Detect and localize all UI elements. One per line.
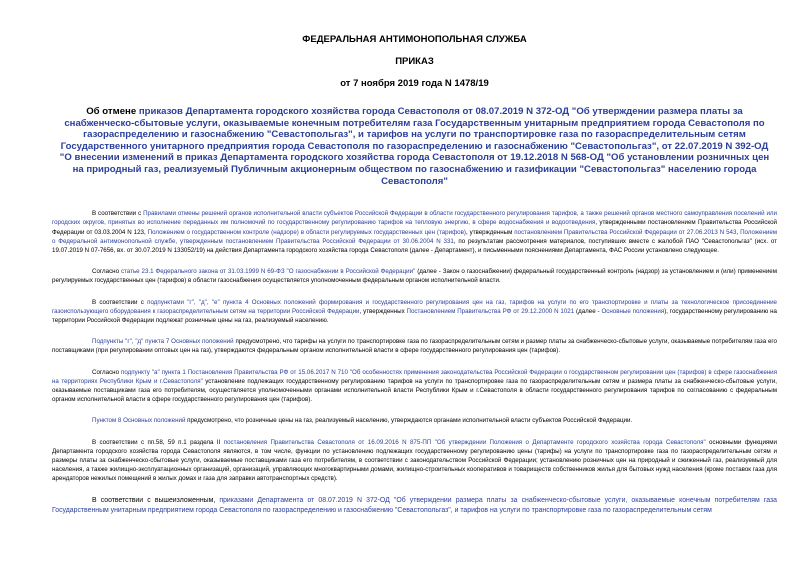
paragraph: В соответствии с пп.58, 59 п.1 раздела II постановления Правительства Севастополя от 16.09.2016 N 875-ПП "Об утверждении Положения о Департаменте городского хозяйства города Севастополя" основными функциями Департамента городского хозяйства города Севастополя являются, в том числе, функции по установлению подлежащих государственному регулированию цены (тарифы) на услуги по транспортировке газа по газораспределительным сетям и размеры платы за снабженческо-сбытовые услуги, оказываемые поставщиками газа его потребителям, в соответствии с законодательством Российской Федерации; установлению розничных цен на природный и сжиженный газ, реализуемый для населения, а также жилищно-эксплуатационных организаций, организаций, управляющих многоквартирными домами, жилищно-строительных кооперативов и товариществ собственников жилья для бытовых нужд населения (кроме поставок газа для арендаторов нежилых помещений в жилых домах и газа для заправки автотранспортных средств).	[52, 438, 777, 483]
paragraph: Пунктом 8 Основных положений предусмотрено, что розничные цены на газ, реализуемый населению, утверждаются органами исполнительной власти субъектов Российской Федерации.	[92, 417, 633, 425]
resolution-875-link[interactable]: постановления Правительства Севастополя от 16.09.2016 N 875-ПП "Об утверждении Положения о Департаменте городского хозяйства города Севастополя"	[223, 438, 706, 446]
orders-link[interactable]: приказами Департамента от 08.07.2019 N 372-ОД "Об утверждении размера платы за снабженческо-сбытовые услуги, оказываемые конечным потребителям газа Государственным унитарным предприятием города Севастополя по газораспределению и газоснабжению "Севастопольгаз", и тарифов на услуги по транспортировке газа по газораспределительным сетям	[52, 496, 778, 515]
paragraph: Подпункты "г", "д" пункта 7 Основных положений предусмотрено, что тарифы на услуги по транспортировке газа по газораспределительным сетям и размер платы за снабженческо-сбытовые услуги, оказываемые потребителям газа его поставщиками (при регулировании оптовых цен на газ), утверждаются федеральным органом исполнительной власти в сфере государственного регулирования цен (тарифов).	[52, 338, 777, 355]
fas-regulation-link[interactable]: Положением о Федеральной антимонопольной службе, утвержденным постановлением Правительства Российской Федерации от 30.06.2004 N 331	[52, 228, 778, 245]
paragraph: Согласно статье 23.1 Федерального закона от 31.03.1999 N 69-ФЗ "О газоснабжении в Российской Федерации" (далее - Закон о газоснабжении) федеральный государственный контроль (надзор) за установлением и (или) применением регулируемых государственных цен (тарифов) в области газоснабжения осуществляется уполномоченным федеральным органом исполнительной власти.	[52, 268, 777, 285]
document-body	[52, 209, 777, 516]
document-title: Об отмене приказов Департамента городского хозяйства города Севастополя от 08.07.2019 N 372-ОД "Об утверждении размера платы за снабженческо-сбытовые услуги, оказываемые конечным потребителям газа Государственным унитарным предприятием города Севастополя по газораспределению и газоснабжению "Севастопольгаз", и тарифов на услуги по транспортировке газа по газораспределительным сетям Государственного унитарного предприятия города Севастополя по газораспределению и газоснабжению "Севастопольгаз", от 22.07.2019 N 392-ОД "О внесении изменений в приказ Департамента городского хозяйства города Севастополя от 19.12.2018 N 568-ОД "Об установлении розничных цен на природный газ, реализуемый Публичным акционерным обществом по газоснабжению и газификации "Севастопольгаз" населению города Севастополя"	[59, 106, 770, 187]
document-type: ПРИКАЗ	[395, 56, 434, 67]
resolution-543-link[interactable]: постановлением Правительства Российской Федерации от 27.06.2013 N 543	[514, 228, 737, 236]
paragraph: В соответствии с Правилами отмены решений органов исполнительной власти субъектов Российской Федерации в области государственного регулирования тарифов, а также решений органов местного самоуправления поселений или городских округов, принятых во исполнение переданных им полномочий по государственному регулированию тарифов на тепловую энергию, в сфере водоснабжения и водоотведения, утвержденными постановлением Правительства Российской Федерации от 03.03.2004 N 123, Положением о государственном контроле (надзоре) в области регулируемых государственных цен (тарифов), утвержденным постановлением Правительства Российской Федерации от 27.06.2013 N 543, Положением о Федеральной антимонопольной службе, утвержденным постановлением Правительства Российской Федерации от 30.06.2004 N 331, по результатам рассмотрения материалов, поступивших вместе с жалобой ПАО "Севастопольгаз" (исх. от 19.07.2019 N 07-7656, вх. от 30.07.2019 N 133052/19) на действия Департамента городского хозяйства города Севастополя (далее - Департамент), и письменными пояснениями Департамента, ФАС России установлено следующее.	[52, 210, 778, 254]
rules-link[interactable]: Правилами отмены решений органов исполнительной власти субъектов Российской Федерации в области государственного регулирования тарифов, а также решений органов местного самоуправления поселений или городских округов, принятых во исполнение переданных им полномочий по государственному регулированию тарифов на тепловую энергию, в сфере водоснабжения и водоотведения	[52, 210, 777, 227]
title-orders-link[interactable]: приказов Департамента городского хозяйства города Севастополя от 08.07.2019 N 372-ОД "Об утверждении размера платы за снабженческо-сбытовые услуги, оказываемые конечным потребителям газа Государственным унитарным предприятием города Севастополя по газораспределению и газоснабжению "Севастопольгаз", и тарифов на услуги по транспортировке газа по газораспределительным сетям Государственного унитарного предприятия города Севастополя по газораспределению и газоснабжению "Севастопольгаз", от 22.07.2019 N 392-ОД "О внесении изменений в приказ Департамента городского хозяйства города Севастополя от 19.12.2018 N 568-ОД "Об установлении розничных цен на природный газ, реализуемый Публичным акционерным обществом по газоснабжению и газификации "Севастопольгаз" населению города Севастополя"	[59, 106, 770, 187]
resolution-710-link[interactable]: подпункту "а" пункта 1 Постановления Правительства РФ от 15.06.2017 N 710 "Об особенностях применения законодательства Российской Федерации о государственном регулировании цен (тарифов) в сфере газоснабжения на территориях Республики Крым и г.Севастополя"	[52, 368, 777, 385]
law-article-link[interactable]: статье 23.1 Федерального закона от 31.03.1999 N 69-ФЗ "О газоснабжении в Российской Федерации"	[120, 268, 416, 276]
basic-provisions-link[interactable]: Основные положения	[601, 307, 665, 315]
paragraph: Согласно подпункту "а" пункта 1 Постановления Правительства РФ от 15.06.2017 N 710 "Об особенностях применения законодательства Российской Федерации о государственном регулировании цен (тарифов) в сфере газоснабжения на территориях Республики Крым и г.Севастополя" установление подлежащих государственному регулированию тарифов на услуги по транспортировке газа по газораспределительным сетям и размера платы за снабженческо-сбытовые услуги, оказываемые поставщиками газа его потребителям, осуществляется уполномоченными органами исполнительной власти Республики Крым и г.Севастополя в области государственного регулирования тарифов по согласованию с федеральным органом исполнительной власти в сфере государственного регулирования цен (тарифов).	[52, 368, 778, 404]
point-7-link[interactable]: Подпункты "г", "д" пункта 7 Основных положений	[92, 338, 234, 346]
subpoints-link[interactable]: подпунктами "г", "д", "е" пункта 4 Основных положений формирования и государственного регулирования цен на газ, тарифов на услуги по его транспортировке и платы за технологическое присоединение газоиспользующего оборудования к газораспределительным сетям на территории Российской Федерации	[52, 298, 778, 315]
paragraph: В соответствии с вышеизложенным, приказами Департамента от 08.07.2019 N 372-ОД "Об утверждении размера платы за снабженческо-сбытовые услуги, оказываемые конечным потребителям газа Государственным унитарным предприятием города Севастополя по газораспределению и газоснабжению "Севастопольгаз", и тарифов на услуги по транспортировке газа по газораспределительным сетям	[52, 496, 778, 515]
agency-name: ФЕДЕРАЛЬНАЯ АНТИМОНОПОЛЬНАЯ СЛУЖБА	[302, 34, 527, 45]
regulation-link[interactable]: Положением о государственном контроле (надзоре) в области регулируемых государственных цен (тарифов)	[147, 228, 466, 236]
document-date: от 7 ноября 2019 года N 1478/19	[340, 78, 489, 89]
paragraph: В соответствии с подпунктами "г", "д", "е" пункта 4 Основных положений формирования и государственного регулирования цен на газ, тарифов на услуги по его транспортировке и платы за технологическое присоединение газоиспользующего оборудования к газораспределительным сетям на территории Российской Федерации, утвержденных Постановлением Правительства РФ от 29.12.2000 N 1021 (далее - Основные положения), государственному регулированию на территории Российской Федерации подлежат розничные цены на газ, реализуемый населению.	[52, 298, 778, 324]
resolution-1021-link[interactable]: Постановлением Правительства РФ от 29.12.2000 N 1021	[406, 307, 575, 315]
point-8-link[interactable]: Пунктом 8 Основных положений	[92, 417, 186, 425]
